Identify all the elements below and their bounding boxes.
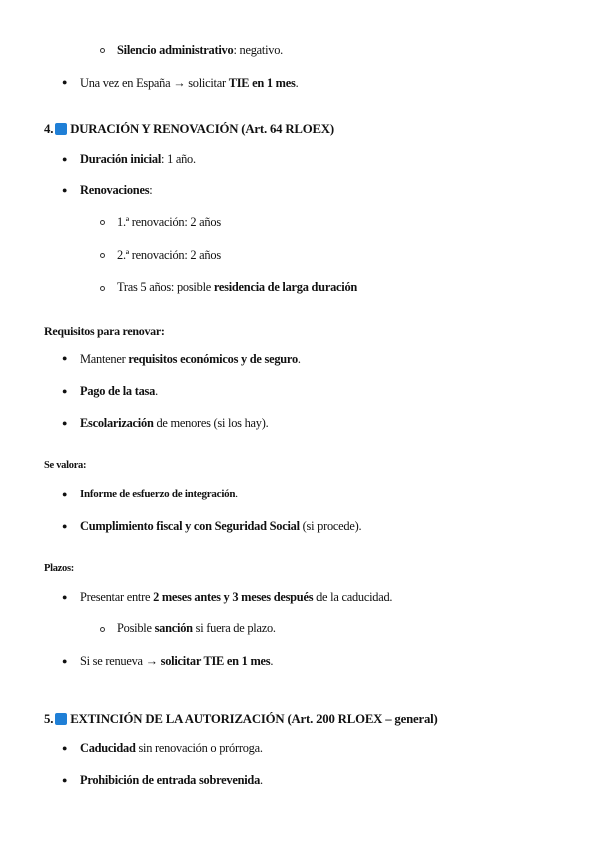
bullet-icon: ● <box>62 592 68 602</box>
list-item: Una vez en España → solicitar TIE en 1 mes. <box>80 76 299 90</box>
bullet-icon: ● <box>62 154 68 164</box>
list-item: Escolarización de menores (si los hay). <box>80 416 269 430</box>
hollow-bullet-icon <box>100 220 105 225</box>
list-item: Pago de la tasa. <box>80 384 158 398</box>
bullet-icon: ● <box>62 386 68 396</box>
bullet-icon: ● <box>62 418 68 428</box>
subheading-requisitos: Requisitos para renovar: <box>44 324 165 338</box>
list-item: Duración inicial: 1 año. <box>80 152 196 166</box>
bullet-icon: ● <box>62 775 68 785</box>
list-item: Si se renueva → solicitar TIE en 1 mes. <box>80 654 274 668</box>
bullet-icon: ● <box>62 489 68 499</box>
list-item: Caducidad sin renovación o prórroga. <box>80 741 263 755</box>
list-item: 1.ª renovación: 2 años <box>117 215 221 229</box>
hollow-bullet-icon <box>100 253 105 258</box>
list-item: Informe de esfuerzo de integración. <box>80 488 238 500</box>
list-item: Cumplimiento fiscal y con Seguridad Social (si procede). <box>80 519 362 533</box>
list-item: Mantener requisitos económicos y de seguro. <box>80 352 301 366</box>
list-item: Silencio administrativo: negativo. <box>117 43 284 57</box>
hollow-bullet-icon <box>100 286 105 291</box>
section-heading-5: 5. EXTINCIÓN DE LA AUTORIZACIÓN (Art. 200 RLOEX – general) <box>44 712 438 726</box>
bullet-icon: ● <box>62 656 68 666</box>
bullet-icon: ● <box>62 743 68 753</box>
hollow-bullet-icon <box>100 627 105 632</box>
bullet-icon: ● <box>62 77 68 87</box>
list-item: Renovaciones: <box>80 183 153 197</box>
blue-square-icon <box>55 123 67 135</box>
list-item: 2.ª renovación: 2 años <box>117 248 221 262</box>
hollow-bullet-icon <box>100 48 105 53</box>
list-item: Presentar entre 2 meses antes y 3 meses después de la caducidad. <box>80 590 393 604</box>
bullet-icon: ● <box>62 185 68 195</box>
section-heading-4: 4. DURACIÓN Y RENOVACIÓN (Art. 64 RLOEX) <box>44 122 334 136</box>
bullet-icon: ● <box>62 521 68 531</box>
subheading-plazos: Plazos: <box>44 563 74 574</box>
bullet-icon: ● <box>62 353 68 363</box>
blue-square-icon <box>55 713 67 725</box>
list-item: Prohibición de entrada sobrevenida. <box>80 773 263 787</box>
subheading-se-valora: Se valora: <box>44 460 87 471</box>
list-item: Posible sanción si fuera de plazo. <box>117 621 276 635</box>
list-item: Tras 5 años: posible residencia de larga duración <box>117 280 358 294</box>
